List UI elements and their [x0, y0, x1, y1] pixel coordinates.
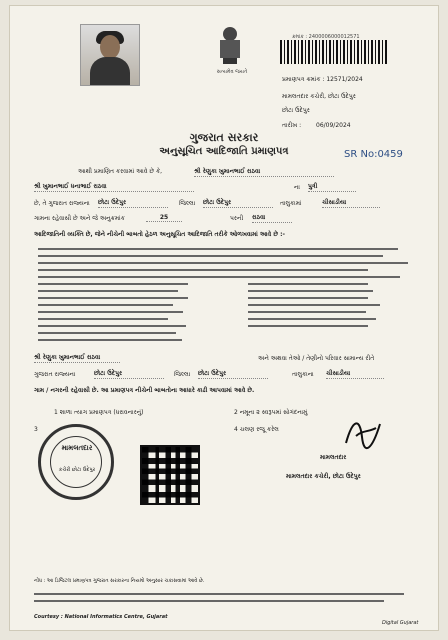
basis-line: ગામ / નગરની રહેવાસી છે. આ પ્રમાણપત્ર નીચેની બાબતોના આધારે કાઢી આપવામાં આવે છે. [34, 387, 255, 394]
district3-value: છોટા ઉદેપુર [94, 370, 164, 379]
doc-3: 3 [34, 426, 38, 433]
signature-icon [338, 408, 388, 456]
family-note: અને અથવા તેઓ / તેણીનો પરિવાર સામાન્ય રીતે [258, 355, 375, 362]
date-label: તારીખ : [282, 122, 302, 129]
stamp-sub: કચેરી છોટા ઉદેપુર [58, 467, 96, 473]
taluka-label: તાલુકામાં [280, 200, 302, 207]
doc-4: 4 ચલણ રજૂ કરેલ [234, 426, 279, 433]
page-footer: Digital Gujarat [382, 620, 419, 626]
district-value: છોટા ઉદેપુર [98, 199, 168, 208]
doc-1: 1 શાળા ત્યાગ પ્રમાણપત્ર (ધરાવનારનું) [54, 409, 144, 416]
certificate-intro: આથી પ્રમાણિત કરવામાં આવે છે કે, [78, 168, 163, 175]
state-emblem-icon [210, 22, 250, 72]
village-value: ચીસાડીયા [322, 199, 380, 208]
government-title: ગુજરાત સરકાર [189, 131, 259, 144]
applicant-name: શ્રી રેણુકા ખુમાનભાઈ રાઠવા [194, 168, 334, 177]
district-label: જિલ્લા [179, 200, 196, 207]
barcode [280, 40, 388, 64]
serial-prefix: ગામના રહેવાસી છે અને જે અનુક્રમાંક [34, 215, 125, 222]
district3-label: જિલ્લા [174, 371, 191, 378]
tribe-value: રાઠવા [252, 214, 292, 223]
legal-provisions [38, 246, 418, 350]
office-name: મામલતદાર કચેરી, છોટા ઉદેપુર [282, 93, 356, 100]
district4-value: છોટા ઉદેપુર [198, 370, 268, 379]
relation-na: ના [294, 184, 300, 191]
signature-office: મામલતદાર કચેરી, છોટા ઉદેપુર [286, 473, 361, 480]
rules-intro: આદિજાતિની વ્યક્તિ છે, જેને નીચેની બાબતો હેઠળ અનુસૂચિત આદિજાતિ તરીકે ઓળખવામાં આવે છે :- [34, 231, 285, 238]
stamp-label: મામલતદાર [61, 444, 93, 452]
certificate-title: અનુસૂચિત આદિજાતિ પ્રમાણપત્ર [159, 146, 289, 157]
certificate-page [10, 6, 438, 630]
qr-code [140, 445, 200, 505]
applicant-name-repeat: શ્રી રેણુકા ખુમાનભાઈ રાઠવા [34, 354, 120, 363]
taluka2-label: તાલુકાના [292, 371, 314, 378]
applicant-photo [80, 24, 140, 86]
village2-value: ચીસાડીયા [326, 370, 384, 379]
state-line: ગુજરાત રાજ્યના [34, 371, 76, 378]
relation-value: પુત્રી [308, 183, 356, 192]
signature-role: મામલતદાર [320, 454, 347, 461]
district-header: છોટા ઉદેપુર [282, 107, 310, 114]
doc-2: 2 નમૂના ૨ સ્વરૂપમાં સોગંદનામું [234, 409, 308, 416]
courtesy-text: Courtesy : National Informatics Centre, Gujarat [34, 614, 168, 620]
handwritten-number: SR No:0459 [344, 149, 403, 160]
residence-prefix: છે, તે ગુજરાત રાજ્યના [34, 200, 90, 207]
emblem-text: સત્યમેવ જયતે [216, 69, 248, 75]
date-value: 06/09/2024 [316, 122, 351, 129]
official-stamp [38, 424, 114, 500]
footer-rules [34, 590, 414, 608]
serial-label: ક્રમાંક : 2400006000012571 [292, 34, 360, 40]
footer-note: નોંધ : આ ડિજિટલ પ્રમાણપત્ર ગુજરાત સરકારના નિયમો અનુસાર ચકાસવામાં આવે છે. [34, 578, 205, 584]
certificate-number: પ્રમાણપત્ર ક્રમાંક : 12571/2024 [282, 76, 363, 83]
tribe-label: પરની [230, 215, 244, 222]
serial-number: 25 [146, 214, 182, 222]
father-name: શ્રી ખુમાનભાઈ ધનાભાઈ રાઠવા [34, 183, 194, 192]
district2-value: છોટા ઉદેપુર [203, 199, 273, 208]
